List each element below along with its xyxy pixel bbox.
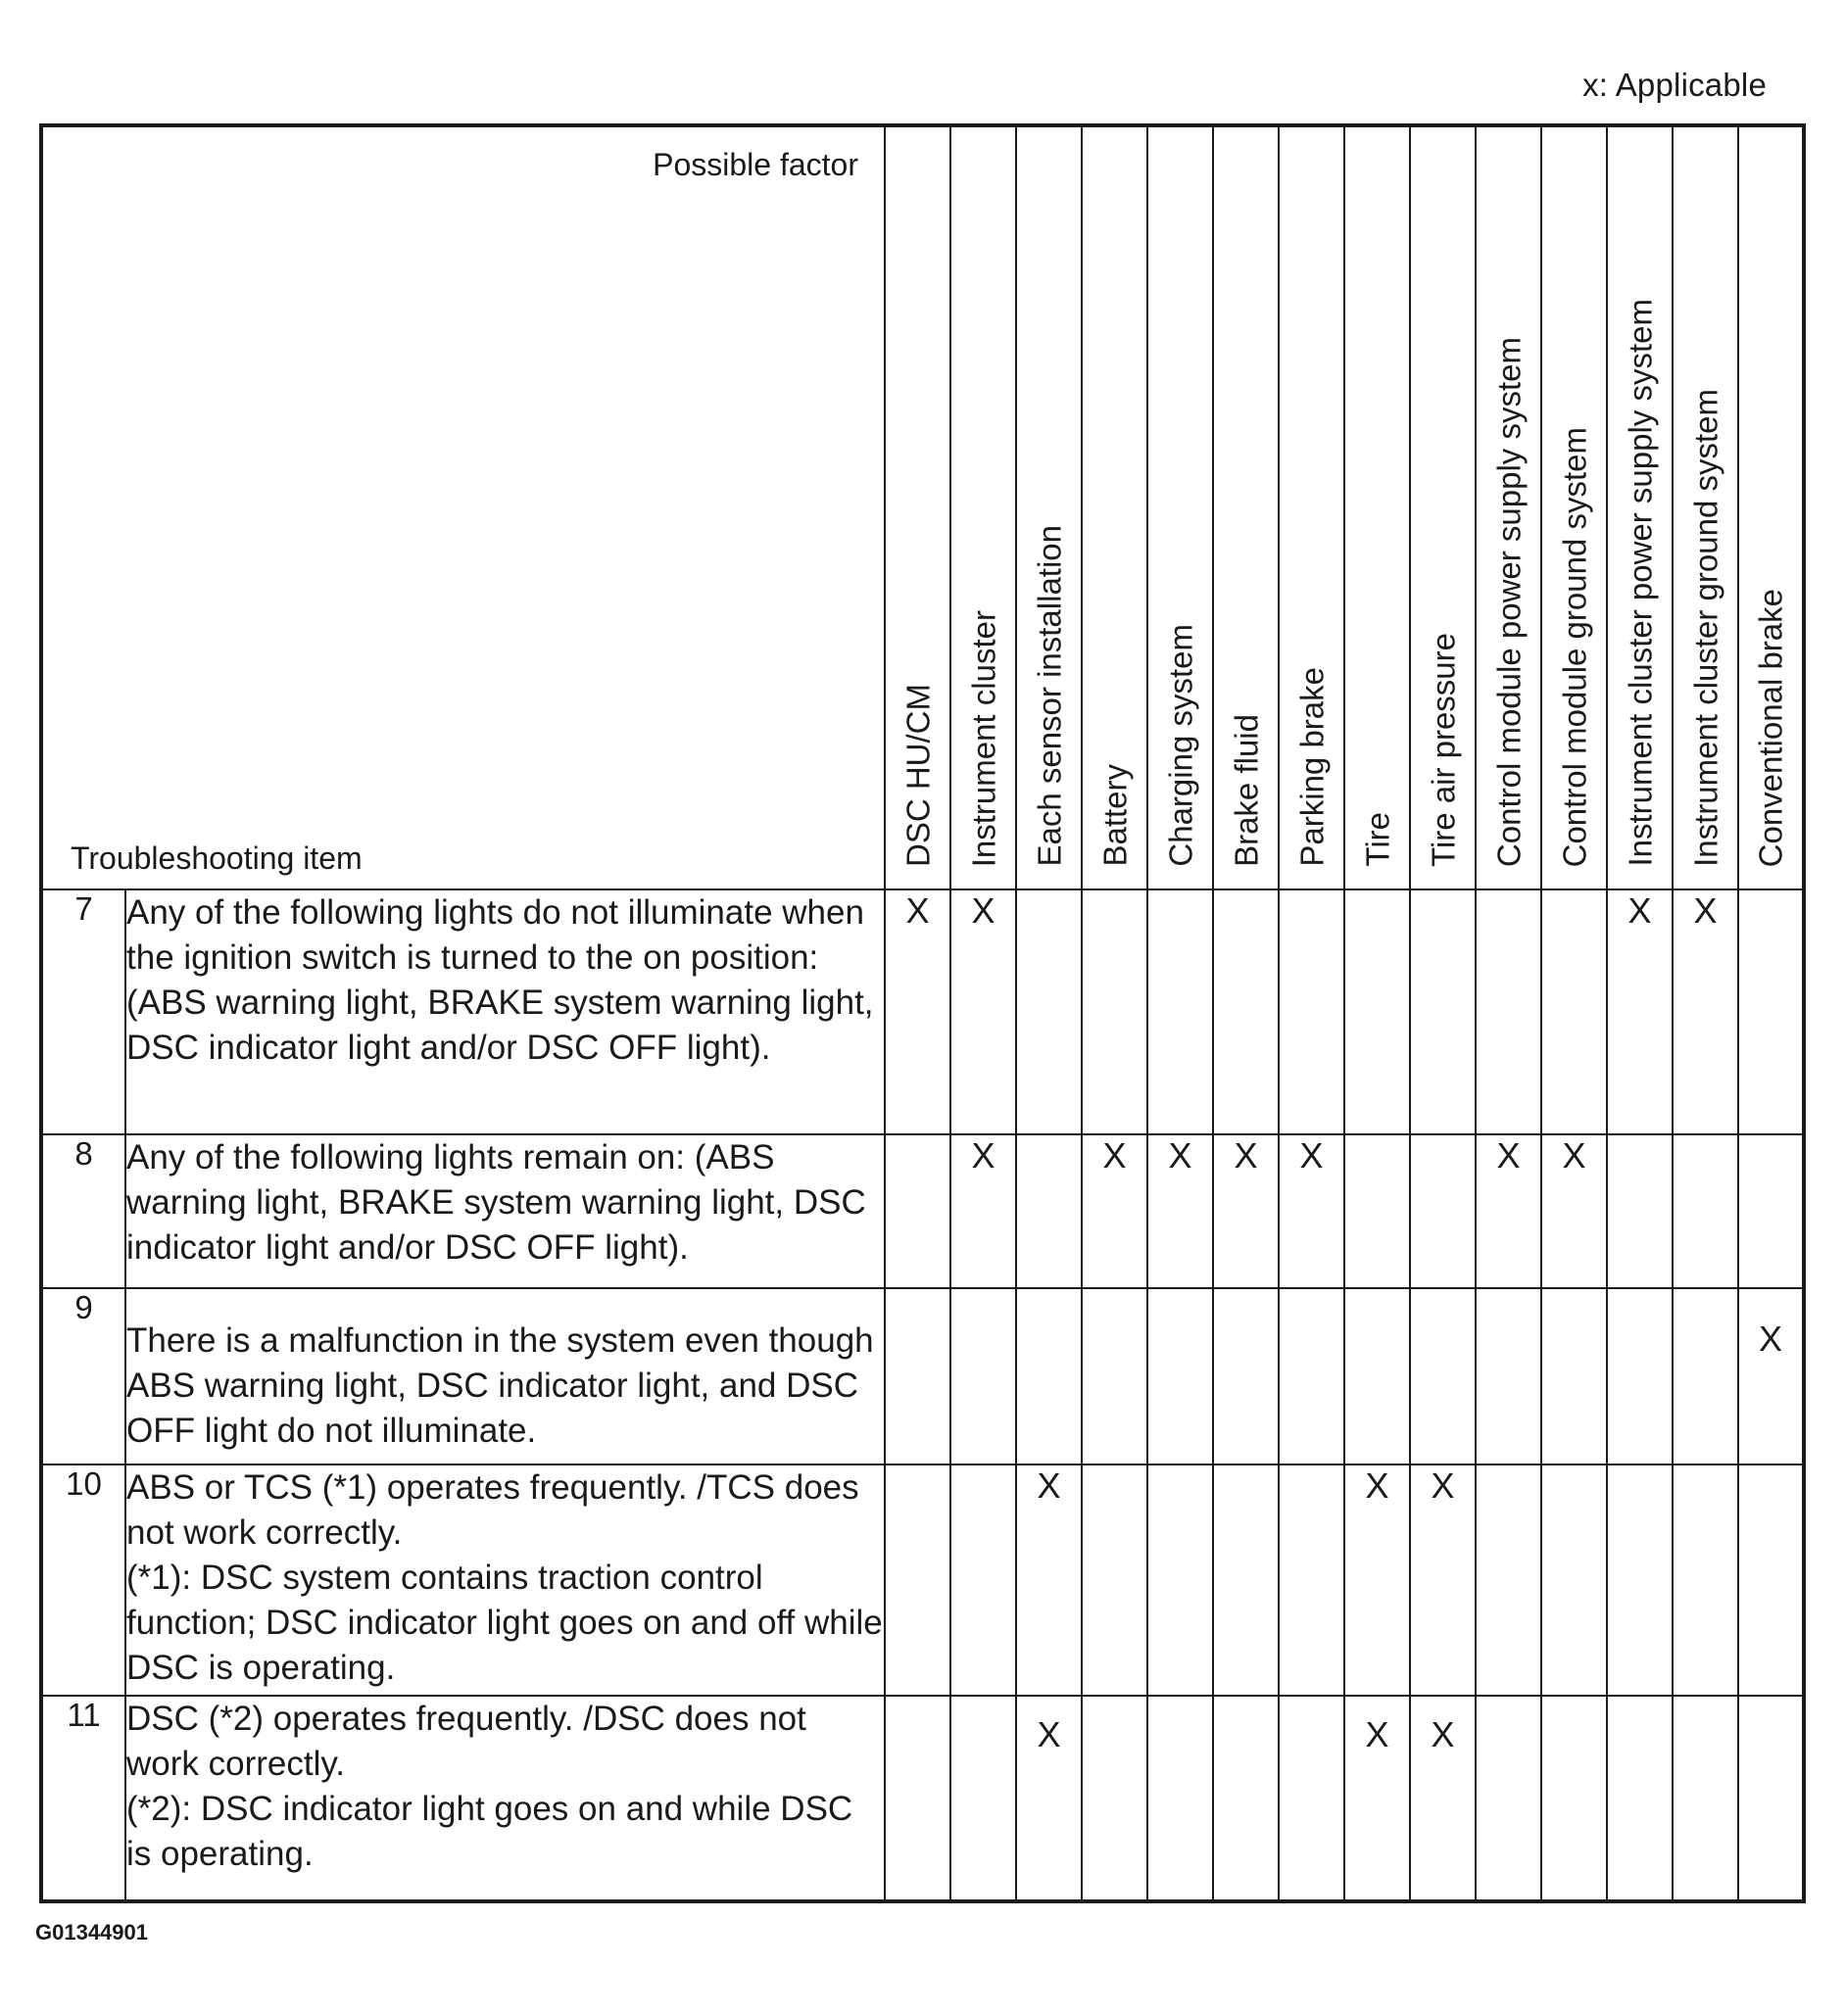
item-description: Any of the following lights do not illuminate when the ignition switch is turned to the on position: (ABS warning light, BRAKE system warning light, DSC indicator light and/or DSC OFF light). (125, 889, 885, 1134)
mark-cell (1147, 1464, 1213, 1696)
figure-id: G01344901 (35, 1920, 148, 1944)
mark-cell: X (1147, 1134, 1213, 1288)
mark-cell (1738, 889, 1804, 1134)
mark-cell: X (1344, 1464, 1410, 1696)
factor-header-cell (885, 125, 950, 889)
factor-header-cell (1673, 125, 1738, 889)
mark-cell (1082, 1464, 1147, 1696)
factor-header-cell (1607, 125, 1673, 889)
mark-cell (1410, 1288, 1476, 1464)
item-number: 11 (41, 1696, 125, 1901)
mark-cell: X (1213, 1134, 1279, 1288)
mark-cell: X (1410, 1464, 1476, 1696)
troubleshooting-matrix (39, 123, 1806, 1903)
factor-header-cell (1541, 125, 1607, 889)
item-description: There is a malfunction in the system even though ABS warning light, DSC indicator light, and DSC OFF light do not illuminate. (125, 1288, 885, 1464)
factor-header-cell (1410, 125, 1476, 889)
mark-cell (1738, 1696, 1804, 1901)
mark-cell: X (1738, 1288, 1804, 1464)
mark-cell (1213, 1464, 1279, 1696)
factor-tire-air-pressure: Tire air pressure (1425, 632, 1461, 867)
mark-cell (1082, 1696, 1147, 1901)
factor-header-cell (1738, 125, 1804, 889)
mark-cell (1541, 889, 1607, 1134)
mark-cell (950, 1464, 1016, 1696)
mark-cell (1738, 1464, 1804, 1696)
mark-cell (1213, 1288, 1279, 1464)
mark-cell (950, 1288, 1016, 1464)
factor-each-sensor-installation: Each sensor installation (1031, 525, 1067, 867)
mark-cell (1016, 889, 1082, 1134)
mark-cell (1279, 1696, 1344, 1901)
mark-cell (1344, 1288, 1410, 1464)
mark-cell: X (1279, 1134, 1344, 1288)
factor-instrument-cluster: Instrument cluster (965, 609, 1001, 867)
factor-control-module-power-supply: Control module power supply system (1490, 336, 1527, 867)
mark-cell (885, 1134, 950, 1288)
item-description: ABS or TCS (*1) operates frequently. /TCS does not work correctly. (*1): DSC system contains traction control function; DSC indicator light goes on and off while DSC is operating. (125, 1464, 885, 1696)
factor-header-cell (1082, 125, 1147, 889)
mark-cell: X (1016, 1464, 1082, 1696)
mark-cell (1673, 1696, 1738, 1901)
item-description: DSC (*2) operates frequently. /DSC does not work correctly. (*2): DSC indicator light goes on and while DSC is operating. (125, 1696, 885, 1901)
table-row (41, 1696, 1804, 1901)
factor-header-cell (1016, 125, 1082, 889)
mark-cell (1344, 889, 1410, 1134)
mark-cell (1410, 1134, 1476, 1288)
factor-header-cell (1476, 125, 1541, 889)
factor-header-cell (1279, 125, 1344, 889)
mark-cell (1476, 1288, 1541, 1464)
mark-cell: X (1410, 1696, 1476, 1901)
mark-cell (1016, 1134, 1082, 1288)
mark-cell (1541, 1288, 1607, 1464)
mark-cell (950, 1696, 1016, 1901)
mark-cell (1673, 1464, 1738, 1696)
mark-cell: X (1541, 1134, 1607, 1288)
mark-cell (1541, 1464, 1607, 1696)
mark-cell (1213, 889, 1279, 1134)
mark-cell: X (1476, 1134, 1541, 1288)
mark-cell (1607, 1134, 1673, 1288)
mark-cell (885, 1696, 950, 1901)
mark-cell (1147, 1288, 1213, 1464)
possible-factor-label: Possible factor (653, 147, 858, 182)
mark-cell (1607, 1288, 1673, 1464)
mark-cell (1344, 1134, 1410, 1288)
mark-cell (1607, 1464, 1673, 1696)
mark-cell (1541, 1696, 1607, 1901)
factor-charging-system: Charging system (1162, 624, 1198, 867)
mark-cell: X (1016, 1696, 1082, 1901)
item-description: Any of the following lights remain on: (ABS warning light, BRAKE system warning light, DSC indicator light and/or DSC OFF light). (125, 1134, 885, 1288)
mark-cell (885, 1288, 950, 1464)
mark-cell (1016, 1288, 1082, 1464)
mark-cell (1673, 1288, 1738, 1464)
mark-cell (1147, 1696, 1213, 1901)
factor-instrument-cluster-power-supply: Instrument cluster power supply system (1622, 299, 1658, 867)
mark-cell (1673, 1134, 1738, 1288)
mark-cell (1607, 1696, 1673, 1901)
mark-cell (1279, 889, 1344, 1134)
mark-cell (1279, 1288, 1344, 1464)
mark-cell: X (885, 889, 950, 1134)
factor-header-cell (950, 125, 1016, 889)
mark-cell: X (1082, 1134, 1147, 1288)
factor-header-cell (1344, 125, 1410, 889)
mark-cell: X (1607, 889, 1673, 1134)
item-number: 7 (41, 889, 125, 1134)
table-row (41, 1288, 1804, 1464)
factor-header-cell (1147, 125, 1213, 889)
mark-cell (885, 1464, 950, 1696)
factor-dsc-hu-cm: DSC HU/CM (899, 684, 936, 867)
mark-cell (1738, 1134, 1804, 1288)
factor-conventional-brake: Conventional brake (1752, 588, 1789, 867)
mark-cell: X (950, 1134, 1016, 1288)
item-number: 8 (41, 1134, 125, 1288)
mark-cell (1279, 1464, 1344, 1696)
mark-cell (1147, 889, 1213, 1134)
header-corner-cell (41, 125, 885, 889)
mark-cell (1476, 1696, 1541, 1901)
table-row (41, 889, 1804, 1134)
mark-cell (1476, 1464, 1541, 1696)
factor-parking-brake: Parking brake (1293, 667, 1330, 867)
factor-tire: Tire (1359, 812, 1395, 867)
factor-control-module-ground: Control module ground system (1556, 426, 1592, 867)
mark-cell (1476, 889, 1541, 1134)
mark-cell: X (1673, 889, 1738, 1134)
header-row (41, 125, 1804, 889)
factor-instrument-cluster-ground: Instrument cluster ground system (1687, 389, 1724, 867)
table-row (41, 1134, 1804, 1288)
factor-battery: Battery (1096, 764, 1133, 867)
mark-cell: X (1344, 1696, 1410, 1901)
factor-header-cell (1213, 125, 1279, 889)
applicable-legend: x: Applicable (1582, 67, 1767, 103)
factor-brake-fluid: Brake fluid (1228, 714, 1264, 867)
table-row (41, 1464, 1804, 1696)
item-number: 9 (41, 1288, 125, 1464)
mark-cell (1082, 1288, 1147, 1464)
mark-cell (1410, 889, 1476, 1134)
mark-cell (1082, 889, 1147, 1134)
mark-cell: X (950, 889, 1016, 1134)
mark-cell (1213, 1696, 1279, 1901)
item-number: 10 (41, 1464, 125, 1696)
troubleshooting-item-label: Troubleshooting item (71, 840, 363, 876)
